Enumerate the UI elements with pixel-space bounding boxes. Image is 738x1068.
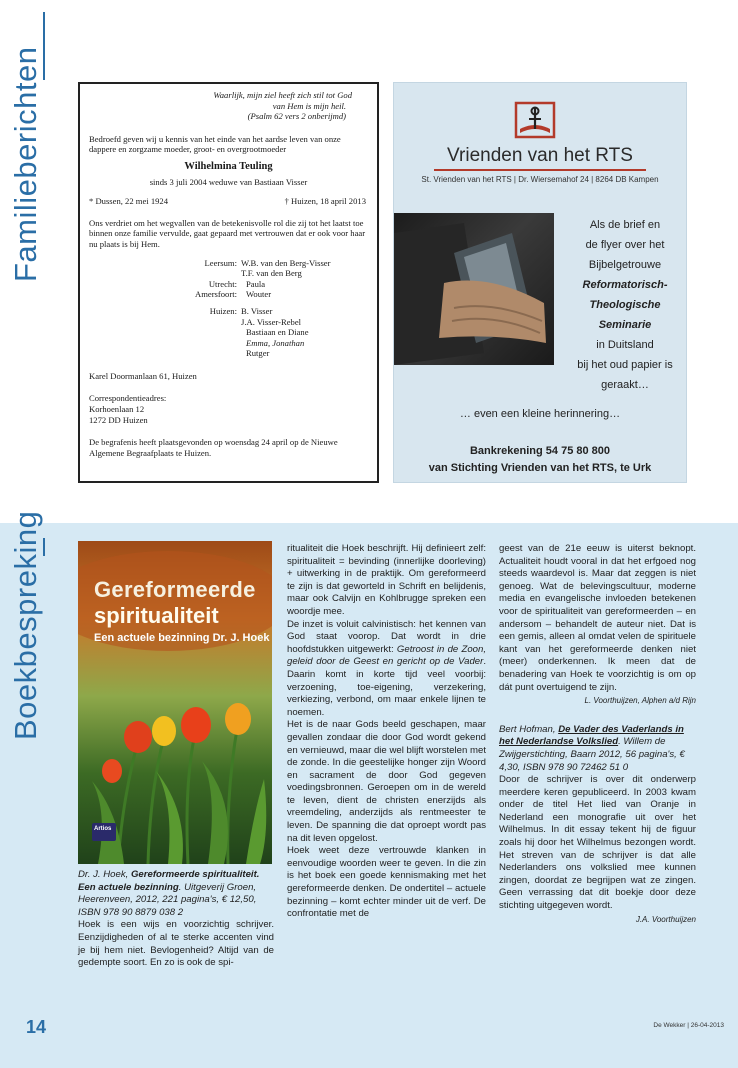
relative-place <box>89 268 237 279</box>
ad-message-line: Bijbelgetrouwe <box>588 259 662 271</box>
relative-names: B. Visser <box>241 305 273 316</box>
ad-divider <box>434 169 646 171</box>
hands-holding-bible-photo <box>394 213 554 365</box>
relative-place: Leersum: <box>204 257 237 268</box>
review2-signature: J.A. Voorthuijzen <box>635 914 696 924</box>
book-cover-image <box>78 541 272 864</box>
review1-signature: L. Voorthuijzen, Alphen a/d Rijn <box>584 696 696 706</box>
review1-paragraph: ritualiteit die Hoek beschrijft. Hij definieert zelf: spiritualiteit = bevinding (innerlijke doorleving) + uitwerking in de praktijk. Om gereformeerd te zijn is dat geworteld in Schrift en belijdenis, maar ook Calvijn en Kohlbrugge spreken een woordje mee. <box>287 543 486 617</box>
review1-paragraph: Hoek weet deze vertrouwde klanken in eenvoudige woorden weer te geven. In die zin is het boek een goede kennismaking met het gereformeerde denken. De ondertitel – actuele bezinning – komt echter minder uit de verf. De confrontatie met de <box>287 845 486 920</box>
relative-names: J.A. Visser-Rebel <box>241 316 302 327</box>
verse-line: van Hem is mijn heil. <box>272 100 346 111</box>
corr-street: Korhoenlaan 12 <box>89 404 145 415</box>
review1-citation <box>78 869 274 919</box>
bank-account: Bankrekening 54 75 80 800 <box>469 445 611 457</box>
relative-place <box>89 348 237 359</box>
relative-place: Huizen: <box>209 305 237 316</box>
verse-reference: (Psalm 62 vers 2 onberijmd) <box>247 111 346 122</box>
review1-author: Dr. J. Hoek, <box>78 869 129 880</box>
relative-names: Bastiaan en Diane <box>246 327 309 338</box>
review1-paragraph: geest van de 21e eeuw is uiterst beknopt. Actualiteit houdt vooral in dat het erfgoed nog steeds waardevol is. Maar dat zeggen is niet genoeg. Wat de belevingscultuur, moderne media en evangelische invloeden betekenen voor de spiritualiteit van gereformeerden – en andersom – behandelt de auteur niet. Dat is een gemis, alleen al omdat velen de spirituele kant van het gereformeerde denken niet (meer) onderkennen. Ik meen dat de benadering van Hoek te voorzichtig is om op dát punt overtuigend te zijn. <box>499 543 696 693</box>
relatives-list <box>89 258 368 359</box>
review2-author: Bert Hofman, <box>499 723 556 735</box>
ad-message-line: Theologische <box>589 299 661 311</box>
relative-names: Rutger <box>246 348 270 359</box>
review1-paragraph: Hoek is een wijs en voorzichtig schrijver. Eenzijdigheden of al te sterke accenten vind je bij hem niet. Bevlogenheid? Altijd van de gedempte soort. En zo is ook de spi- <box>78 919 274 969</box>
obituary-box <box>78 82 379 483</box>
relative-place <box>89 327 237 338</box>
ad-message-line: de flyer over het <box>585 239 665 251</box>
review1-column2 <box>287 543 486 921</box>
obituary-intro: Bedroefd geven wij u kennis van het einde van het aardse leven van onze dappere en zorgzame moeder, groot- en overgrootmoeder <box>89 133 341 155</box>
widow-since: sinds 3 juli 2004 weduwe van Bastiaan Visser <box>149 176 308 187</box>
book-title-line1: Gereformeerde <box>94 577 256 602</box>
rts-book-logo-icon <box>514 99 556 143</box>
book-author: Dr. J. Hoek <box>212 632 270 644</box>
birth-date: * Dussen, 22 mei 1924 <box>89 196 169 207</box>
review1-publication: . Uitgeverij Groen, Heerenveen, 2012, 221 pagina's, € 12,50, ISBN 978 90 8879 038 2 <box>78 881 257 918</box>
death-date: † Huizen, 18 april 2013 <box>284 196 366 207</box>
section-title-familieberichten: Familieberichten <box>8 46 43 282</box>
life-dates <box>89 196 368 207</box>
relative-place: Utrecht: <box>208 278 237 289</box>
book-subtitle <box>94 632 269 644</box>
ad-message-line: Als de brief en <box>589 219 661 231</box>
relative-place <box>89 338 237 349</box>
ad-message-line: Reformatorisch- <box>582 279 668 291</box>
relative-place: Amersfoort: <box>194 289 237 300</box>
publisher-badge: Artios <box>94 826 112 832</box>
review-column3 <box>499 543 696 932</box>
book-title-line2: spiritualiteit <box>94 603 219 628</box>
ad-message-line: Seminarie <box>598 319 652 331</box>
ad-message-line: geraakt… <box>601 379 649 391</box>
relative-names: T.F. van den Berg <box>241 268 302 279</box>
review1-chapter-titles: Getroost in de Zoon, geleid door de Geest en gericht op de Vader <box>287 643 486 668</box>
relative-place <box>89 317 237 328</box>
ad-reminder: … even een kleine herinnering… <box>459 408 621 420</box>
ad-message <box>564 215 686 395</box>
relative-names: Paula <box>246 278 266 289</box>
review1-text: De inzet is voluit calvinistisch: het kennen van God staat voorop. Dat wordt in drie hoofdstukken uitgewerkt: <box>287 618 486 655</box>
book-subtitle-text: Een actuele bezinning <box>94 632 210 644</box>
review2-publication: . Willem de Zwijgerstichting, Baarn 2012, 56 pagina's, € 4,30, ISBN 978 90 72462 51 0 <box>499 736 685 773</box>
rts-advertisement <box>393 82 687 483</box>
ad-message-line: in Duitsland <box>596 339 654 351</box>
obituary-body: Ons verdriet om het wegvallen van de betekenisvolle rol die zij tot het laatst toe binnen onze familie vervulde, gaat gepaard met vertrouwen dat er ook voor haar nu plaats is bij Hem. <box>89 217 366 249</box>
ad-bank-details <box>394 443 686 477</box>
ad-message-line: bij het oud papier is <box>577 359 673 371</box>
review1-book-title: Gereformeerde spiritualiteit. Een actuele bezinning <box>78 869 260 893</box>
verse-line: Waarlijk, mijn ziel heeft zich stil tot God <box>213 90 352 100</box>
review1-paragraph: Het is de naar Gods beeld geschapen, maar gevallen zondaar die door God wordt gekend en vernieuwd, maar die wel blijft worstelen met de zonde. In die geestelijke honger zijn Woord en sacrament de door God gegeven voedingsbronnen. Geroepen om in de wereld te leven, dient de christen enerzijds als vreemdeling, anderzijds als rentmeester te leven. De spanning die dat oproept wordt pas na dit leven opgelost. <box>287 719 486 844</box>
relative-names: Wouter <box>246 289 272 300</box>
page-number: 14 <box>26 1017 47 1037</box>
bank-holder: van Stichting Vrienden van het RTS, te Urk <box>428 462 652 474</box>
ad-address: St. Vrienden van het RTS | Dr. Wiersemahof 24 | 8264 DB Kampen <box>421 175 659 184</box>
page-footer: De Wekker | 26-04-2013 <box>653 1022 724 1029</box>
correspondence-address <box>89 393 368 425</box>
review2-book-title: De Vader des Vaderlands in het Nederlandse Volkslied <box>499 723 684 748</box>
ad-title: Vrienden van het RTS <box>447 145 633 166</box>
corr-city: 1272 DD Huizen <box>89 414 148 425</box>
review2-paragraph: Door de schrijver is over dit onderwerp meerdere keren gepubliceerd. In 2003 kwam onder de titel Het lied van Oranje in Nederland een monografie uit over het Wilhelmus. In dit essay tekent hij de figuur zoals hij door het Wilhelmus bezongen wordt. Het streven van de schrijver is dat alle Nederlanders ons volkslied mee kunnen zingen, doordat ze begrijpen wat ze zingen. Geen verrassing dat dit boekje door deze stichting uitgegeven wordt. <box>499 774 696 912</box>
obituary-verse <box>89 90 368 122</box>
deceased-name: Wilhelmina Teuling <box>184 160 273 172</box>
section-title-boekbespreking: Boekbespreking <box>8 510 43 740</box>
review2-citation <box>499 724 696 774</box>
home-address: Karel Doormanlaan 61, Huizen <box>89 370 197 381</box>
relative-names: Emma, Jonathan <box>246 337 305 348</box>
funeral-notice: De begrafenis heeft plaatsgevonden op woensdag 24 april op de Nieuwe Algemene Begraafplaats te Huizen. <box>89 437 338 458</box>
review1-paragraph <box>287 619 486 720</box>
review1-text: . Daarin komt in korte tijd veel voorbij: verzoening, toe-eigening, verzekering, verkiezing, verbond, om maar enkele lijnen te noemen. <box>287 656 486 718</box>
corr-label: Correspondentieadres: <box>89 393 167 404</box>
relative-names: W.B. van den Berg-Visser <box>241 257 331 268</box>
review1-column1 <box>78 869 274 970</box>
